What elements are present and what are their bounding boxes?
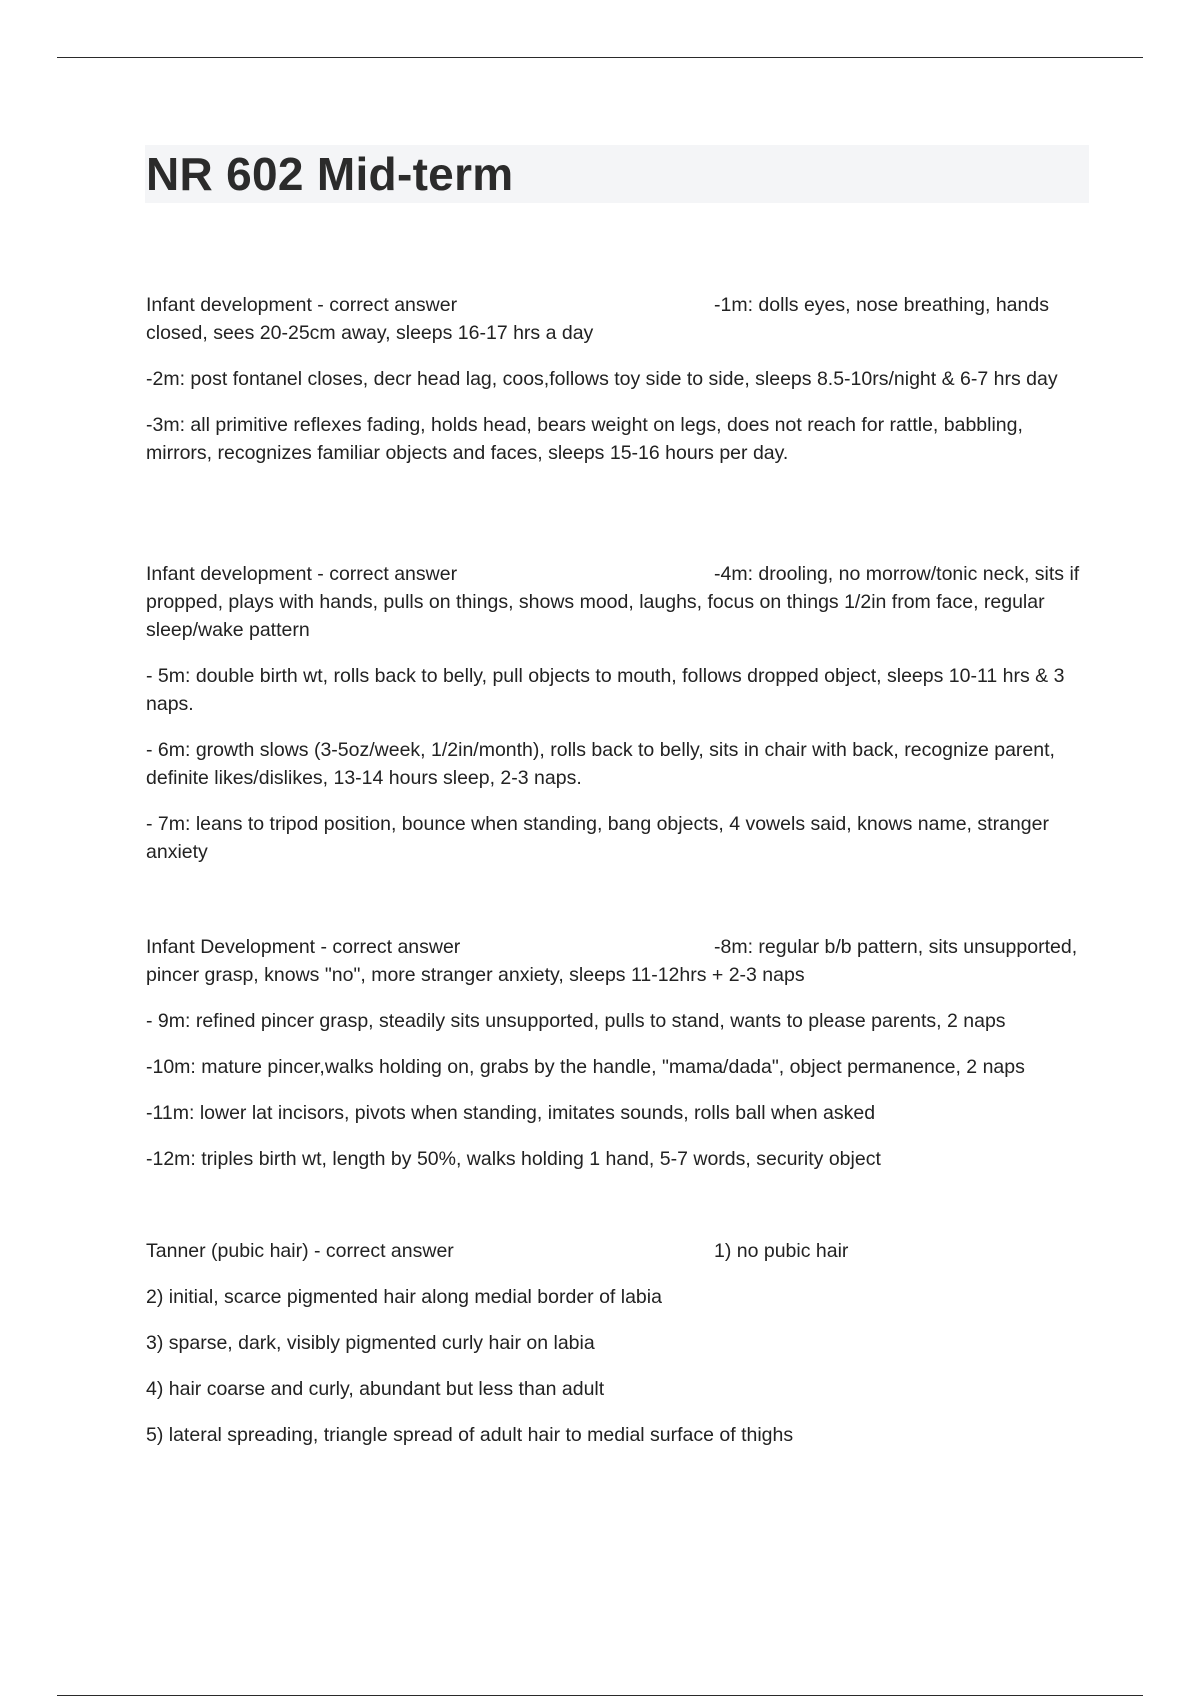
card-line: -12m: triples birth wt, length by 50%, walks holding 1 hand, 5-7 words, security object: [146, 1148, 881, 1170]
card-line: 3) sparse, dark, visibly pigmented curly hair on labia: [146, 1332, 595, 1354]
card-line: 2) initial, scarce pigmented hair along medial border of labia: [146, 1286, 662, 1308]
card-line: - 5m: double birth wt, rolls back to belly, pull objects to mouth, follows dropped object, sleeps 10-11 hrs & 3 naps.: [146, 665, 1065, 715]
bottom-rule: [57, 1695, 1143, 1696]
card-first-line: [146, 291, 1090, 347]
card-answer: 1) no pubic hair: [714, 1240, 849, 1262]
card-line: -3m: all primitive reflexes fading, holds head, bears weight on legs, does not reach for rattle, babbling, mirrors, recognizes familiar objects and faces, sleeps 15-16 hours per day.: [146, 414, 1023, 464]
card-answer: -8m: regular b/b pattern, sits unsupported, pincer grasp, knows "no", more stranger anxiety, sleeps 11-12hrs + 2-3 naps: [146, 936, 1078, 986]
flashcard-infant-development-2: [146, 560, 1090, 884]
top-rule: [57, 57, 1143, 58]
card-line: 5) lateral spreading, triangle spread of adult hair to medial surface of thighs: [146, 1424, 794, 1446]
card-line: - 6m: growth slows (3-5oz/week, 1/2in/month), rolls back to belly, sits in chair with back, recognize parent, definite likes/dislikes, 13-14 hours sleep, 2-3 naps.: [146, 739, 1055, 789]
flashcard-infant-development-1: [146, 291, 1090, 485]
card-answer: -4m: drooling, no morrow/tonic neck, sits if propped, plays with hands, pulls on things, shows mood, laughs, focus on things 1/2in from face, regular sleep/wake pattern: [146, 563, 1080, 641]
card-line: - 7m: leans to tripod position, bounce when standing, bang objects, 4 vowels said, knows name, stranger anxiety: [146, 813, 1049, 863]
card-answer: -1m: dolls eyes, nose breathing, hands closed, sees 20-25cm away, sleeps 16-17 hrs a day: [146, 294, 1049, 344]
card-first-line: [146, 1237, 1090, 1265]
card-line: - 9m: refined pincer grasp, steadily sits unsupported, pulls to stand, wants to please parents, 2 naps: [146, 1010, 1006, 1032]
card-line: -11m: lower lat incisors, pivots when standing, imitates sounds, rolls ball when asked: [146, 1102, 876, 1124]
card-line: -10m: mature pincer,walks holding on, grabs by the handle, "mama/dada", object permanence, 2 naps: [146, 1056, 1025, 1078]
flashcard-infant-development-3: [146, 933, 1090, 1191]
card-term: Infant development - correct answer: [146, 294, 458, 316]
document-title: NR 602 Mid-term: [146, 148, 514, 200]
card-line: -2m: post fontanel closes, decr head lag, coos,follows toy side to side, sleeps 8.5-10rs/night & 6-7 hrs day: [146, 368, 1058, 390]
flashcard-tanner-pubic-hair: [146, 1237, 1090, 1467]
card-line: 4) hair coarse and curly, abundant but less than adult: [146, 1378, 605, 1400]
card-term: Tanner (pubic hair) - correct answer: [146, 1240, 454, 1262]
card-term: Infant development - correct answer: [146, 563, 458, 585]
card-first-line: [146, 560, 1090, 644]
card-first-line: [146, 933, 1090, 989]
card-term: Infant Development - correct answer: [146, 936, 461, 958]
